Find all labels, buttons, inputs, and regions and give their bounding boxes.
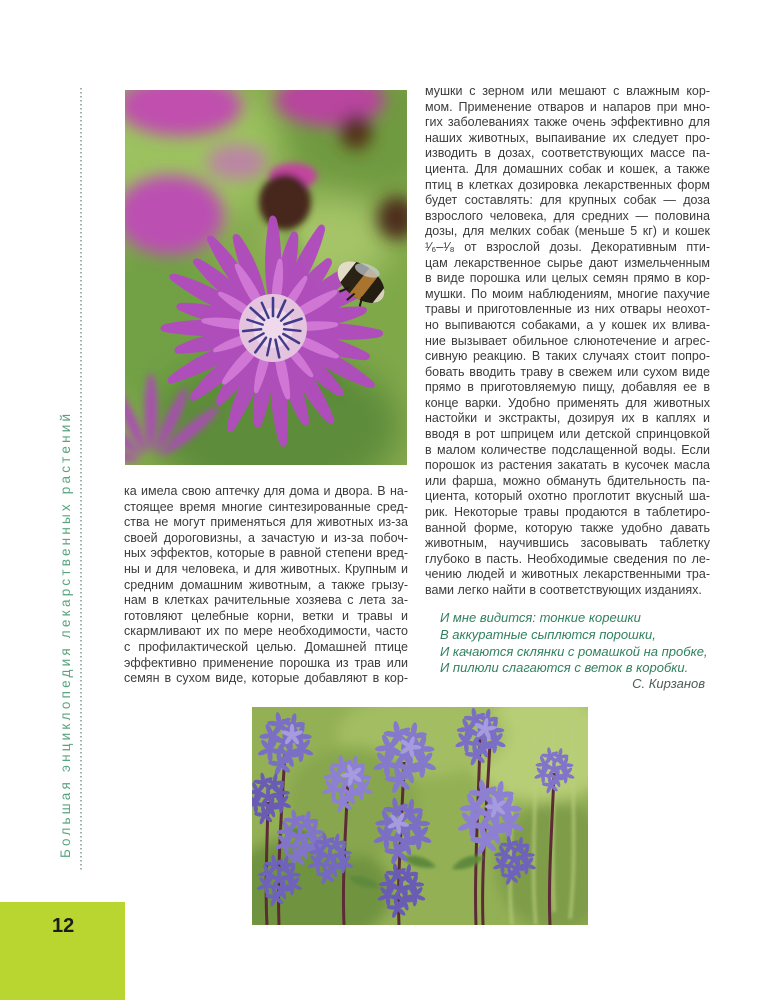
text-line: вами легко найти в соответствующих изданиях. xyxy=(425,583,702,597)
left-text-column xyxy=(124,484,408,687)
poem xyxy=(440,610,712,677)
text-line: эффективно применение порошка из трав или xyxy=(124,655,408,670)
text-line: мом. Применение отваров и напаров при мно- xyxy=(425,99,710,114)
text-line: скармливают их по мере необходимости, часто xyxy=(124,624,408,639)
bee-photo-illustration xyxy=(125,90,407,465)
text-line: но выпиваются собаками, а у кошек их влива- xyxy=(425,317,710,332)
text-line: гих заболеваниях также очень эффективно для xyxy=(425,115,710,130)
text-line: в виде порошка или целых семян прямо в кор- xyxy=(425,271,710,286)
text-line: готовляют целебные корни, ветки и травы и xyxy=(124,608,408,623)
text-line: глубоко в пасть. Необходимые сведения по ле- xyxy=(425,551,710,566)
text-line: средним домашним животным, а также грызу- xyxy=(124,577,408,592)
bellflower-photo-illustration xyxy=(252,707,588,925)
poem-attribution: С. Кирзанов xyxy=(632,676,705,691)
text-line: ¹⁄₆–¹⁄₈ от взрослой дозы. Декоративным пти- xyxy=(425,239,710,254)
right-text-column xyxy=(425,84,710,599)
page-number: 12 xyxy=(52,915,75,937)
text-line: нам в клетках рачительные хозяева с лета за- xyxy=(124,593,408,608)
sidebar-book-title: Большая энциклопедия лекарственных растений xyxy=(58,410,73,858)
text-line: рик. Некоторые травы продаются в таблетиро- xyxy=(425,505,710,520)
text-line: чению людей и животных лекарственными тра- xyxy=(425,567,710,582)
text-line: изводить в дозах, соответствующих массе па- xyxy=(425,146,710,161)
text-line: И качаются склянки с ромашкой на пробке, xyxy=(440,643,708,659)
text-line: вводя в рот шприцем или детской спринцовкой xyxy=(425,427,710,442)
text-line: бовать вводить траву в свежем или сухом виде xyxy=(425,364,710,379)
text-line: ка имела свою аптечку для дома и двора. В на- xyxy=(124,484,408,498)
text-line: конце варки. Удобно применять для животных xyxy=(425,395,710,410)
text-line: настойки и экстракты, дозируя их в каплях и xyxy=(425,411,710,426)
text-line: или фарша, можно обмануть бдительность па- xyxy=(425,473,710,488)
text-line: мушки с зерном или мешают с влажным кор- xyxy=(425,84,710,98)
text-line: семян в сухом виде, которые добавляют в кор- xyxy=(124,671,408,686)
text-line: ванной форме, которую также удобно давать xyxy=(425,520,710,535)
text-line: циента. Для домашних собак и кошек, а также xyxy=(425,161,710,176)
text-line: своей дороговизны, а зачастую и из-за побоч- xyxy=(124,530,408,545)
text-line: порошок из растения закатать в кусочек масла xyxy=(425,458,710,473)
text-line: с профилактической целью. Домашней птице xyxy=(124,639,408,654)
photo-bee-on-knapweed xyxy=(125,90,407,465)
text-line: в малом количестве подслащенной воды. Если xyxy=(425,442,710,457)
text-line: И мне видится: тонкие корешки xyxy=(440,610,641,625)
text-line: дозы, для мелких собак (меньше 5 кг) и кошек xyxy=(425,224,710,239)
text-line: ны и для человека, и для животных. Крупным и xyxy=(124,561,408,576)
text-line: ства не могут применяться для животных из-за xyxy=(124,515,408,530)
text-line: сивную реакцию. В таких случаях стоит попро- xyxy=(425,349,710,364)
sidebar-dotted-rule xyxy=(80,88,82,870)
text-line: прямо в приготовляемую пищу, добавляя ее в xyxy=(425,380,710,395)
text-line: циента, который охотно проглотит вкусный ша- xyxy=(425,489,710,504)
text-line: стоящее время многие синтезированные сред- xyxy=(124,499,408,514)
text-line: травы и приготовленные из них отвары неохот- xyxy=(425,302,710,317)
text-line: ных эффектов, которые в равной степени вред- xyxy=(124,546,408,561)
page-number-box xyxy=(0,902,125,1000)
text-line: взрослого человека, для средних — половина xyxy=(425,208,710,223)
photo-bellflowers xyxy=(252,707,588,925)
text-line: птиц в клетках дозировка лекарственных форм xyxy=(425,177,710,192)
text-line: цам лекарственное сырье дают измельченным xyxy=(425,255,710,270)
text-line: В аккуратные сыплются порошки, xyxy=(440,626,656,642)
text-line: мушки. По моим наблюдениям, многие пахучие xyxy=(425,286,710,301)
text-line: ние вызывает обильное слюнотечение и агрес- xyxy=(425,333,710,348)
text-line: животным, научившись засовывать таблетку xyxy=(425,536,710,551)
text-line: будет составлять: для крупных собак — доза xyxy=(425,193,710,208)
text-line: наших животных, выпаивание их следует про- xyxy=(425,130,710,145)
text-line: И пилюли слагаются с веток в коробки. xyxy=(440,660,689,676)
